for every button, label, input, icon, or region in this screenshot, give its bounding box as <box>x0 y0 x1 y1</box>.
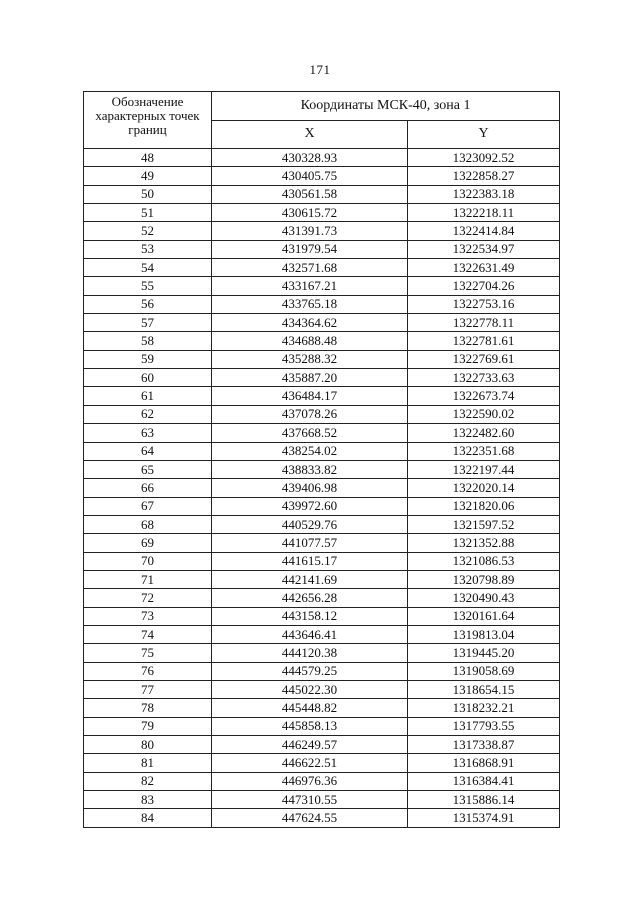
point-id-cell: 53 <box>84 240 212 258</box>
x-coordinate-cell: 431391.73 <box>212 222 408 240</box>
point-id-cell: 84 <box>84 809 212 827</box>
point-id-cell: 48 <box>84 149 212 167</box>
y-coordinate-cell: 1321820.06 <box>408 497 560 515</box>
point-id-cell: 57 <box>84 314 212 332</box>
x-coordinate-cell: 433167.21 <box>212 277 408 295</box>
point-id-cell: 66 <box>84 479 212 497</box>
point-id-cell: 62 <box>84 405 212 423</box>
table-row <box>84 644 560 662</box>
y-coordinate-cell: 1317793.55 <box>408 717 560 735</box>
point-id-cell: 68 <box>84 515 212 533</box>
x-coordinate-cell: 443158.12 <box>212 607 408 625</box>
x-coordinate-cell: 433765.18 <box>212 295 408 313</box>
table-row <box>84 442 560 460</box>
table-row <box>84 607 560 625</box>
y-coordinate-cell: 1318654.15 <box>408 680 560 698</box>
point-id-cell: 70 <box>84 552 212 570</box>
table-row <box>84 552 560 570</box>
point-id-cell: 80 <box>84 736 212 754</box>
point-designation-header: Обозначение характерных точек границ <box>84 92 212 149</box>
y-coordinate-cell: 1321086.53 <box>408 552 560 570</box>
point-id-cell: 56 <box>84 295 212 313</box>
table-row <box>84 204 560 222</box>
y-coordinate-cell: 1319445.20 <box>408 644 560 662</box>
table-row <box>84 167 560 185</box>
y-coordinate-cell: 1315374.91 <box>408 809 560 827</box>
table-row <box>84 736 560 754</box>
point-id-cell: 61 <box>84 387 212 405</box>
table-row <box>84 717 560 735</box>
table-row <box>84 185 560 203</box>
x-coordinate-cell: 444579.25 <box>212 662 408 680</box>
y-coordinate-cell: 1322351.68 <box>408 442 560 460</box>
point-id-cell: 64 <box>84 442 212 460</box>
point-id-cell: 77 <box>84 680 212 698</box>
x-coordinate-cell: 438833.82 <box>212 460 408 478</box>
y-coordinate-cell: 1322733.63 <box>408 369 560 387</box>
table-row <box>84 460 560 478</box>
table-row <box>84 350 560 368</box>
table-row <box>84 791 560 809</box>
x-coordinate-cell: 436484.17 <box>212 387 408 405</box>
point-id-cell: 71 <box>84 570 212 588</box>
point-id-cell: 63 <box>84 424 212 442</box>
x-coordinate-cell: 444120.38 <box>212 644 408 662</box>
x-coordinate-cell: 440529.76 <box>212 515 408 533</box>
y-coordinate-cell: 1322858.27 <box>408 167 560 185</box>
x-coordinate-cell: 434364.62 <box>212 314 408 332</box>
y-coordinate-cell: 1317338.87 <box>408 736 560 754</box>
point-id-cell: 49 <box>84 167 212 185</box>
y-coordinate-cell: 1318232.21 <box>408 699 560 717</box>
table-row <box>84 405 560 423</box>
table-row <box>84 424 560 442</box>
point-id-cell: 54 <box>84 259 212 277</box>
point-id-cell: 52 <box>84 222 212 240</box>
y-coordinate-cell: 1322781.61 <box>408 332 560 350</box>
x-coordinate-cell: 442656.28 <box>212 589 408 607</box>
x-coordinate-cell: 447310.55 <box>212 791 408 809</box>
x-coordinate-cell: 445448.82 <box>212 699 408 717</box>
y-column-header: Y <box>408 120 560 149</box>
table-row <box>84 589 560 607</box>
point-id-cell: 58 <box>84 332 212 350</box>
y-coordinate-cell: 1322383.18 <box>408 185 560 203</box>
table-body <box>84 149 560 828</box>
point-id-cell: 69 <box>84 534 212 552</box>
table-row <box>84 699 560 717</box>
point-id-cell: 83 <box>84 791 212 809</box>
table-row <box>84 295 560 313</box>
point-id-cell: 60 <box>84 369 212 387</box>
table-row <box>84 534 560 552</box>
point-id-cell: 74 <box>84 625 212 643</box>
table-row <box>84 479 560 497</box>
point-id-cell: 76 <box>84 662 212 680</box>
coordinates-system-header: Координаты МСК-40, зона 1 <box>212 92 560 121</box>
table-row <box>84 570 560 588</box>
point-id-cell: 67 <box>84 497 212 515</box>
point-id-cell: 81 <box>84 754 212 772</box>
x-coordinate-cell: 437078.26 <box>212 405 408 423</box>
table-row <box>84 314 560 332</box>
table-row <box>84 369 560 387</box>
point-id-cell: 73 <box>84 607 212 625</box>
table-row <box>84 497 560 515</box>
y-coordinate-cell: 1319058.69 <box>408 662 560 680</box>
x-coordinate-cell: 447624.55 <box>212 809 408 827</box>
point-id-cell: 79 <box>84 717 212 735</box>
y-coordinate-cell: 1322197.44 <box>408 460 560 478</box>
y-coordinate-cell: 1321597.52 <box>408 515 560 533</box>
y-coordinate-cell: 1322414.84 <box>408 222 560 240</box>
table-row <box>84 259 560 277</box>
table-row <box>84 222 560 240</box>
table-row <box>84 515 560 533</box>
point-id-cell: 75 <box>84 644 212 662</box>
point-id-cell: 51 <box>84 204 212 222</box>
y-coordinate-cell: 1320490.43 <box>408 589 560 607</box>
table-header <box>84 92 560 149</box>
x-coordinate-cell: 437668.52 <box>212 424 408 442</box>
x-coordinate-cell: 431979.54 <box>212 240 408 258</box>
table-row <box>84 149 560 167</box>
point-id-cell: 59 <box>84 350 212 368</box>
y-coordinate-cell: 1322778.11 <box>408 314 560 332</box>
table-row <box>84 754 560 772</box>
table-row <box>84 332 560 350</box>
y-coordinate-cell: 1316868.91 <box>408 754 560 772</box>
x-column-header: X <box>212 120 408 149</box>
table-row <box>84 809 560 827</box>
x-coordinate-cell: 442141.69 <box>212 570 408 588</box>
x-coordinate-cell: 439972.60 <box>212 497 408 515</box>
table-row <box>84 387 560 405</box>
y-coordinate-cell: 1316384.41 <box>408 772 560 790</box>
y-coordinate-cell: 1322590.02 <box>408 405 560 423</box>
y-coordinate-cell: 1322753.16 <box>408 295 560 313</box>
x-coordinate-cell: 430615.72 <box>212 204 408 222</box>
table-row <box>84 772 560 790</box>
x-coordinate-cell: 441615.17 <box>212 552 408 570</box>
x-coordinate-cell: 445022.30 <box>212 680 408 698</box>
x-coordinate-cell: 438254.02 <box>212 442 408 460</box>
x-coordinate-cell: 439406.98 <box>212 479 408 497</box>
x-coordinate-cell: 430328.93 <box>212 149 408 167</box>
y-coordinate-cell: 1321352.88 <box>408 534 560 552</box>
x-coordinate-cell: 443646.41 <box>212 625 408 643</box>
y-coordinate-cell: 1320161.64 <box>408 607 560 625</box>
table-row <box>84 240 560 258</box>
y-coordinate-cell: 1323092.52 <box>408 149 560 167</box>
y-coordinate-cell: 1322482.60 <box>408 424 560 442</box>
table-row <box>84 625 560 643</box>
y-coordinate-cell: 1322673.74 <box>408 387 560 405</box>
x-coordinate-cell: 430405.75 <box>212 167 408 185</box>
header-row-group <box>84 92 560 121</box>
y-coordinate-cell: 1315886.14 <box>408 791 560 809</box>
x-coordinate-cell: 446622.51 <box>212 754 408 772</box>
x-coordinate-cell: 434688.48 <box>212 332 408 350</box>
table-row <box>84 680 560 698</box>
x-coordinate-cell: 441077.57 <box>212 534 408 552</box>
y-coordinate-cell: 1320798.89 <box>408 570 560 588</box>
x-coordinate-cell: 446249.57 <box>212 736 408 754</box>
coordinates-table <box>83 91 560 828</box>
x-coordinate-cell: 446976.36 <box>212 772 408 790</box>
point-id-cell: 65 <box>84 460 212 478</box>
y-coordinate-cell: 1322020.14 <box>408 479 560 497</box>
x-coordinate-cell: 445858.13 <box>212 717 408 735</box>
point-id-cell: 78 <box>84 699 212 717</box>
y-coordinate-cell: 1322704.26 <box>408 277 560 295</box>
point-id-cell: 50 <box>84 185 212 203</box>
table-row <box>84 662 560 680</box>
y-coordinate-cell: 1319813.04 <box>408 625 560 643</box>
point-id-cell: 72 <box>84 589 212 607</box>
y-coordinate-cell: 1322534.97 <box>408 240 560 258</box>
page-number: 171 <box>309 62 331 77</box>
table-row <box>84 277 560 295</box>
x-coordinate-cell: 435887.20 <box>212 369 408 387</box>
y-coordinate-cell: 1322218.11 <box>408 204 560 222</box>
x-coordinate-cell: 432571.68 <box>212 259 408 277</box>
point-id-cell: 82 <box>84 772 212 790</box>
point-id-cell: 55 <box>84 277 212 295</box>
y-coordinate-cell: 1322631.49 <box>408 259 560 277</box>
x-coordinate-cell: 435288.32 <box>212 350 408 368</box>
x-coordinate-cell: 430561.58 <box>212 185 408 203</box>
y-coordinate-cell: 1322769.61 <box>408 350 560 368</box>
